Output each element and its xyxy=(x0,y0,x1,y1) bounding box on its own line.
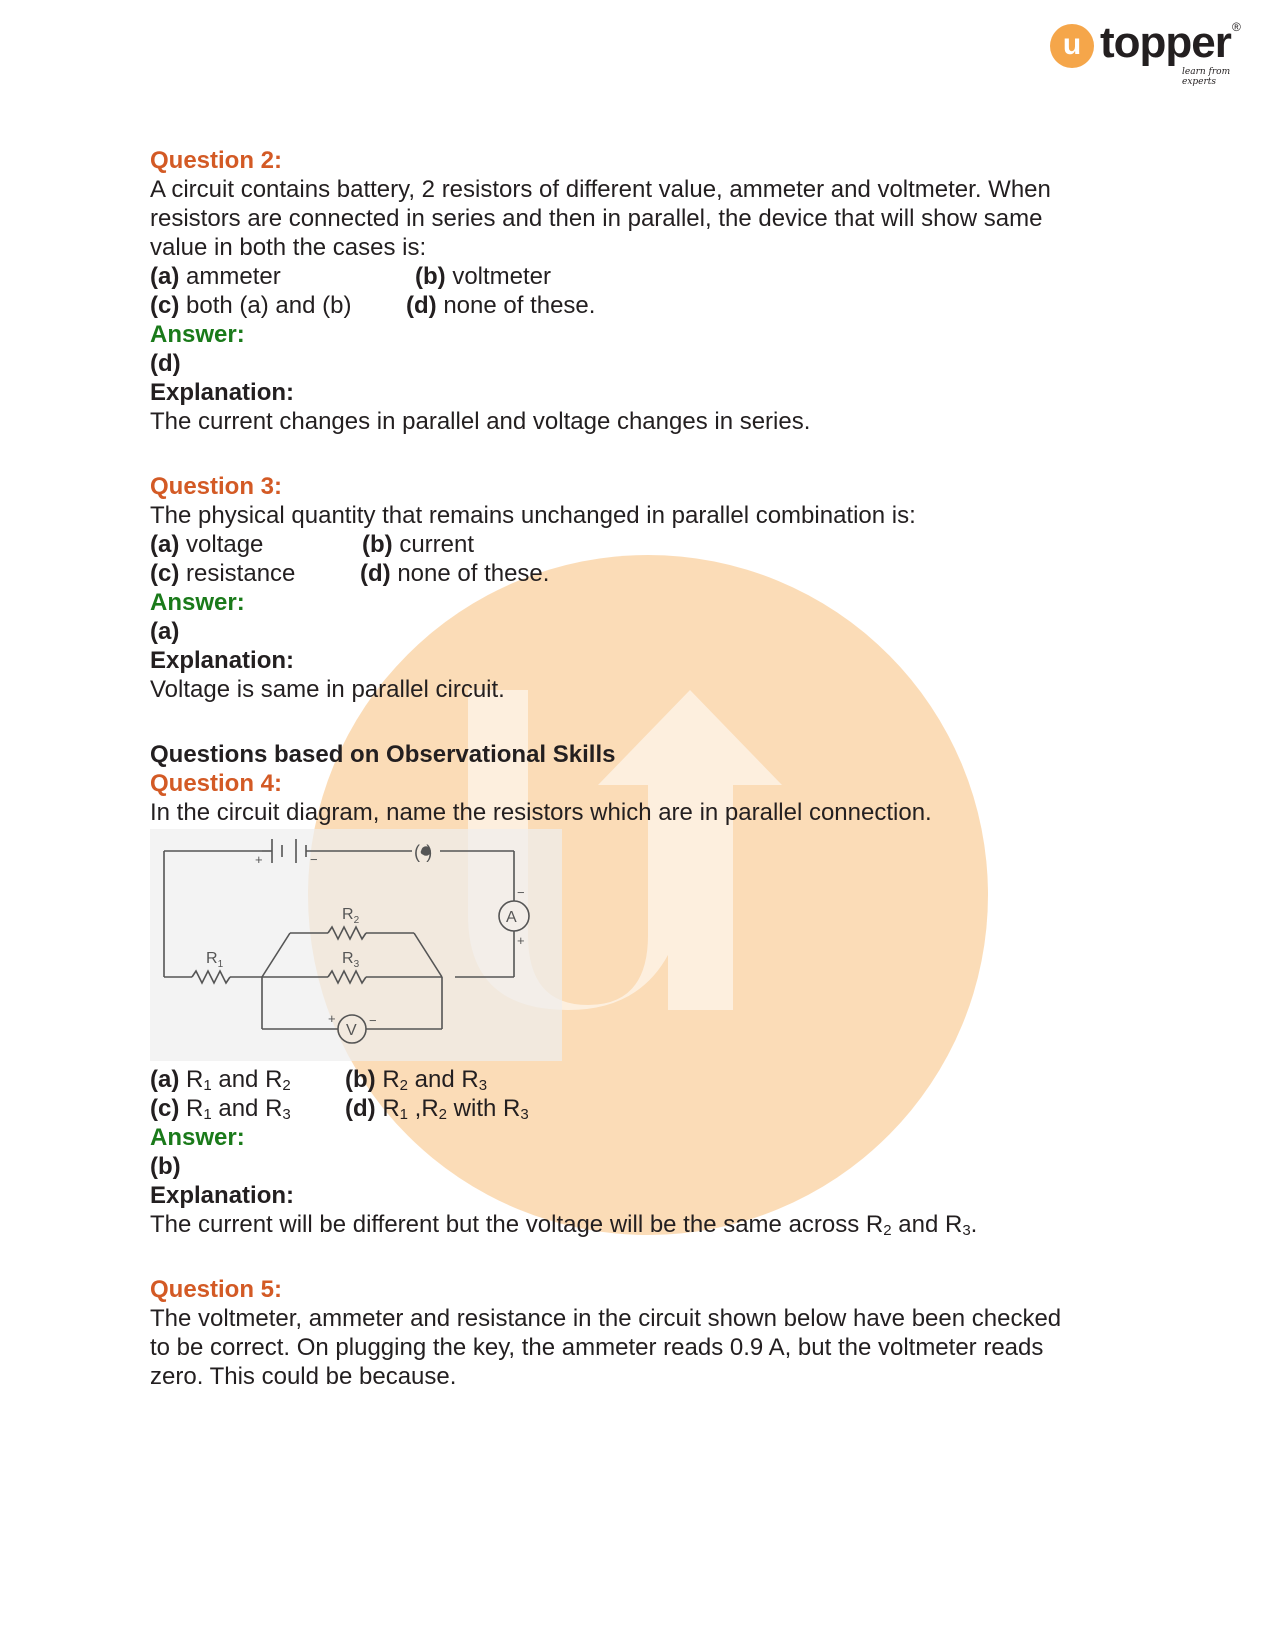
question-2-options-row xyxy=(150,262,1150,291)
option-c: (c) $R_1$ and $R_3$ xyxy=(150,1095,291,1123)
option-d: (d) $R_1$ $,R_2$ with $R_3$ xyxy=(345,1095,529,1123)
voltmeter-plus-sign: + xyxy=(328,1011,336,1026)
battery-minus-sign: − xyxy=(310,852,318,867)
resistor-r3-label: $R_3$ xyxy=(342,950,360,970)
resistor-r2-label: $R_2$ xyxy=(342,906,360,926)
circuit-diagram-svg xyxy=(150,829,562,1061)
question-5-title: Question 5: xyxy=(150,1276,283,1303)
question-4-options-row xyxy=(150,1094,1150,1123)
question-2-options-row xyxy=(150,291,1150,320)
question-5-text-line: zero. This could be because. xyxy=(150,1363,457,1390)
explanation-label: Explanation: xyxy=(150,1182,295,1209)
option-b: (b) $R_2$ and $R_3$ xyxy=(345,1066,488,1094)
ammeter-minus-sign: − xyxy=(517,885,525,900)
option-a: (a) $R_1$ and $R_2$ xyxy=(150,1066,291,1094)
explanation-text: The current will be different but the voltage will be the same across $R_2$ and $R_3$. xyxy=(150,1211,978,1239)
explanation-text: Voltage is same in parallel circuit. xyxy=(150,676,505,703)
circuit-diagram xyxy=(150,829,562,1061)
topper-logo[interactable] xyxy=(1050,18,1245,87)
question-4-options-row xyxy=(150,1065,1150,1094)
option-c: (c) both (a) and (b) xyxy=(150,292,352,319)
voltmeter-label: V xyxy=(346,1022,357,1039)
explanation-label: Explanation: xyxy=(150,647,295,674)
ammeter-label: A xyxy=(506,909,517,926)
answer-label: Answer: xyxy=(150,1124,245,1151)
brand-tagline: learn from experts xyxy=(1182,67,1231,87)
option-b: (b) current xyxy=(362,531,475,558)
section-heading: Questions based on Observational Skills xyxy=(150,741,616,768)
question-2-title: Question 2: xyxy=(150,147,283,174)
resistor-r1-label: $R_1$ xyxy=(206,950,224,970)
answer-label: Answer: xyxy=(150,321,245,348)
ammeter-plus-sign: + xyxy=(517,933,525,948)
option-c: (c) resistance xyxy=(150,560,296,587)
question-2-text-line: resistors are connected in series and then in parallel, the device that will show same xyxy=(150,205,1043,232)
question-3-options-row xyxy=(150,559,1150,588)
question-3-text: The physical quantity that remains unchanged in parallel combination is: xyxy=(150,502,916,529)
option-a: (a) ammeter xyxy=(150,263,281,290)
question-2-text-line: value in both the cases is: xyxy=(150,234,427,261)
question-4-text: In the circuit diagram, name the resistors which are in parallel connection. xyxy=(150,799,932,826)
document-content xyxy=(150,146,1150,1391)
answer-value: (d) xyxy=(150,350,181,377)
answer-label: Answer: xyxy=(150,589,245,616)
question-4-title: Question 4: xyxy=(150,770,283,797)
voltmeter-minus-sign: − xyxy=(369,1013,377,1028)
question-2-text-line: A circuit contains battery, 2 resistors of different value, ammeter and voltmeter. When xyxy=(150,176,1051,203)
question-5-text-line: to be correct. On plugging the key, the ammeter reads 0.9 A, but the voltmeter reads xyxy=(150,1334,1044,1361)
option-d: (d) none of these. xyxy=(360,560,550,587)
key-symbol: (•) xyxy=(414,842,433,862)
registered-mark: ® xyxy=(1232,20,1241,34)
topper-logo-icon: u xyxy=(1050,24,1094,68)
option-d: (d) none of these. xyxy=(406,292,596,319)
explanation-label: Explanation: xyxy=(150,379,295,406)
option-a: (a) voltage xyxy=(150,531,264,558)
answer-value: (b) xyxy=(150,1153,181,1180)
question-3-options-row xyxy=(150,530,1150,559)
brand-name: topper xyxy=(1100,18,1231,67)
question-3-title: Question 3: xyxy=(150,473,283,500)
question-5-text-line: The voltmeter, ammeter and resistance in the circuit shown below have been checked xyxy=(150,1305,1062,1332)
explanation-text: The current changes in parallel and voltage changes in series. xyxy=(150,408,811,435)
option-b: (b) voltmeter xyxy=(415,263,552,290)
answer-value: (a) xyxy=(150,618,180,645)
battery-plus-sign: + xyxy=(255,852,263,867)
